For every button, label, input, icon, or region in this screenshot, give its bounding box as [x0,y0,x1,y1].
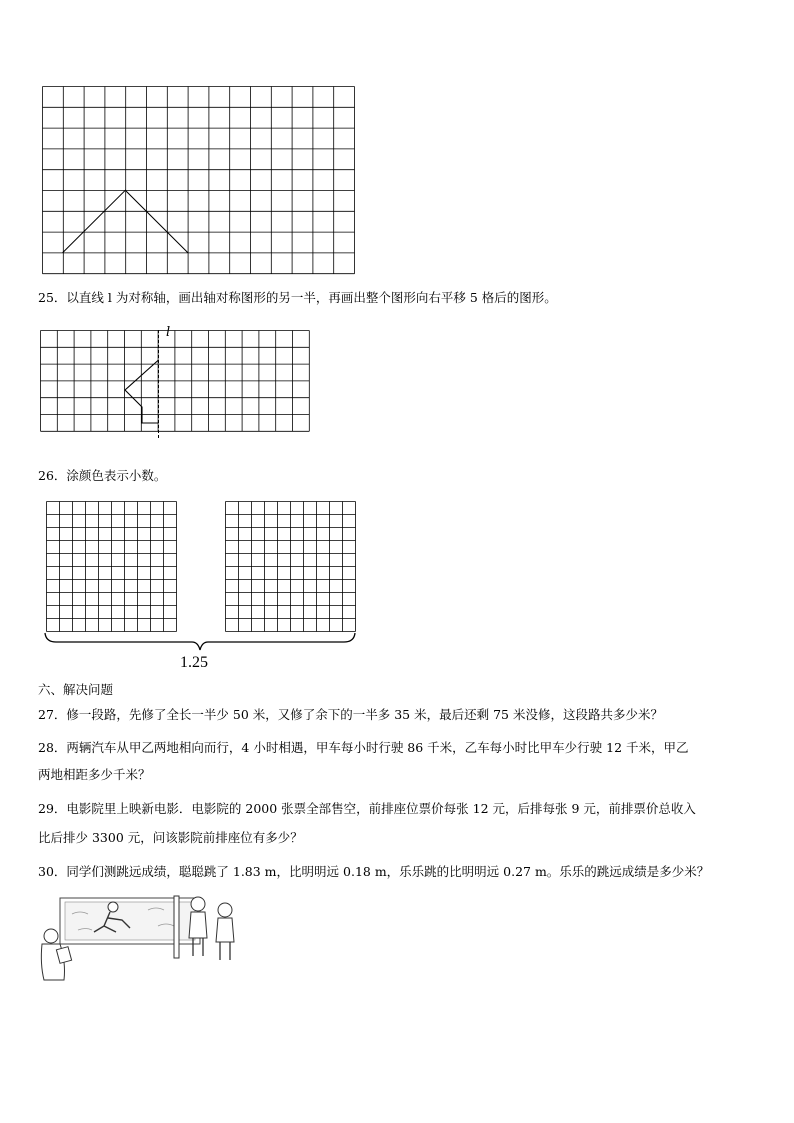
q28-line-2: 两地相距多少千米？ [38,767,151,782]
q24-triangle-shape [63,190,188,252]
section-6-heading: 六、解决问题 [38,682,114,697]
q26-brace [44,632,364,654]
q24-grid [42,86,362,281]
q26-hundred-grid-1 [46,501,178,636]
q25-text: 25．以直线 l 为对称轴，画出轴对称图形的另一半，再画出整个图形向右平移 5 格后的图形。 [38,290,557,305]
axis-label-l: l [166,325,171,340]
q25-grid [40,330,320,440]
q29-line-2: 比后排少 3300 元，问该影院前排座位有多少？ [38,830,303,845]
long-jump-illustration [38,892,248,987]
q26-value-label: 1.25 [180,654,208,671]
q28-line-1: 28．两辆汽车从甲乙两地相向而行，4 小时相遇，甲车每小时行驶 86 千米，乙车每小时比甲车少行驶 12 千米，甲乙 [38,740,689,755]
q27-text: 27．修一段路，先修了全长一半少 50 米，又修了余下的一半多 35 米，最后还剩 75 米没修，这段路共多少米？ [38,707,663,722]
q26-text: 26．涂颜色表示小数。 [38,468,167,483]
q29-line-1: 29．电影院里上映新电影．电影院的 2000 张票全部售空，前排座位票价每张 12 元，后排每张 9 元，前排票价总收入 [38,801,696,816]
q25-half-figure [125,360,159,423]
q26-hundred-grid-2 [225,501,357,636]
q30-text: 30．同学们测跳远成绩，聪聪跳了 1.83 m，比明明远 0.18 m，乐乐跳的比明明远 0.27 m。乐乐的跳远成绩是多少米？ [38,864,710,879]
